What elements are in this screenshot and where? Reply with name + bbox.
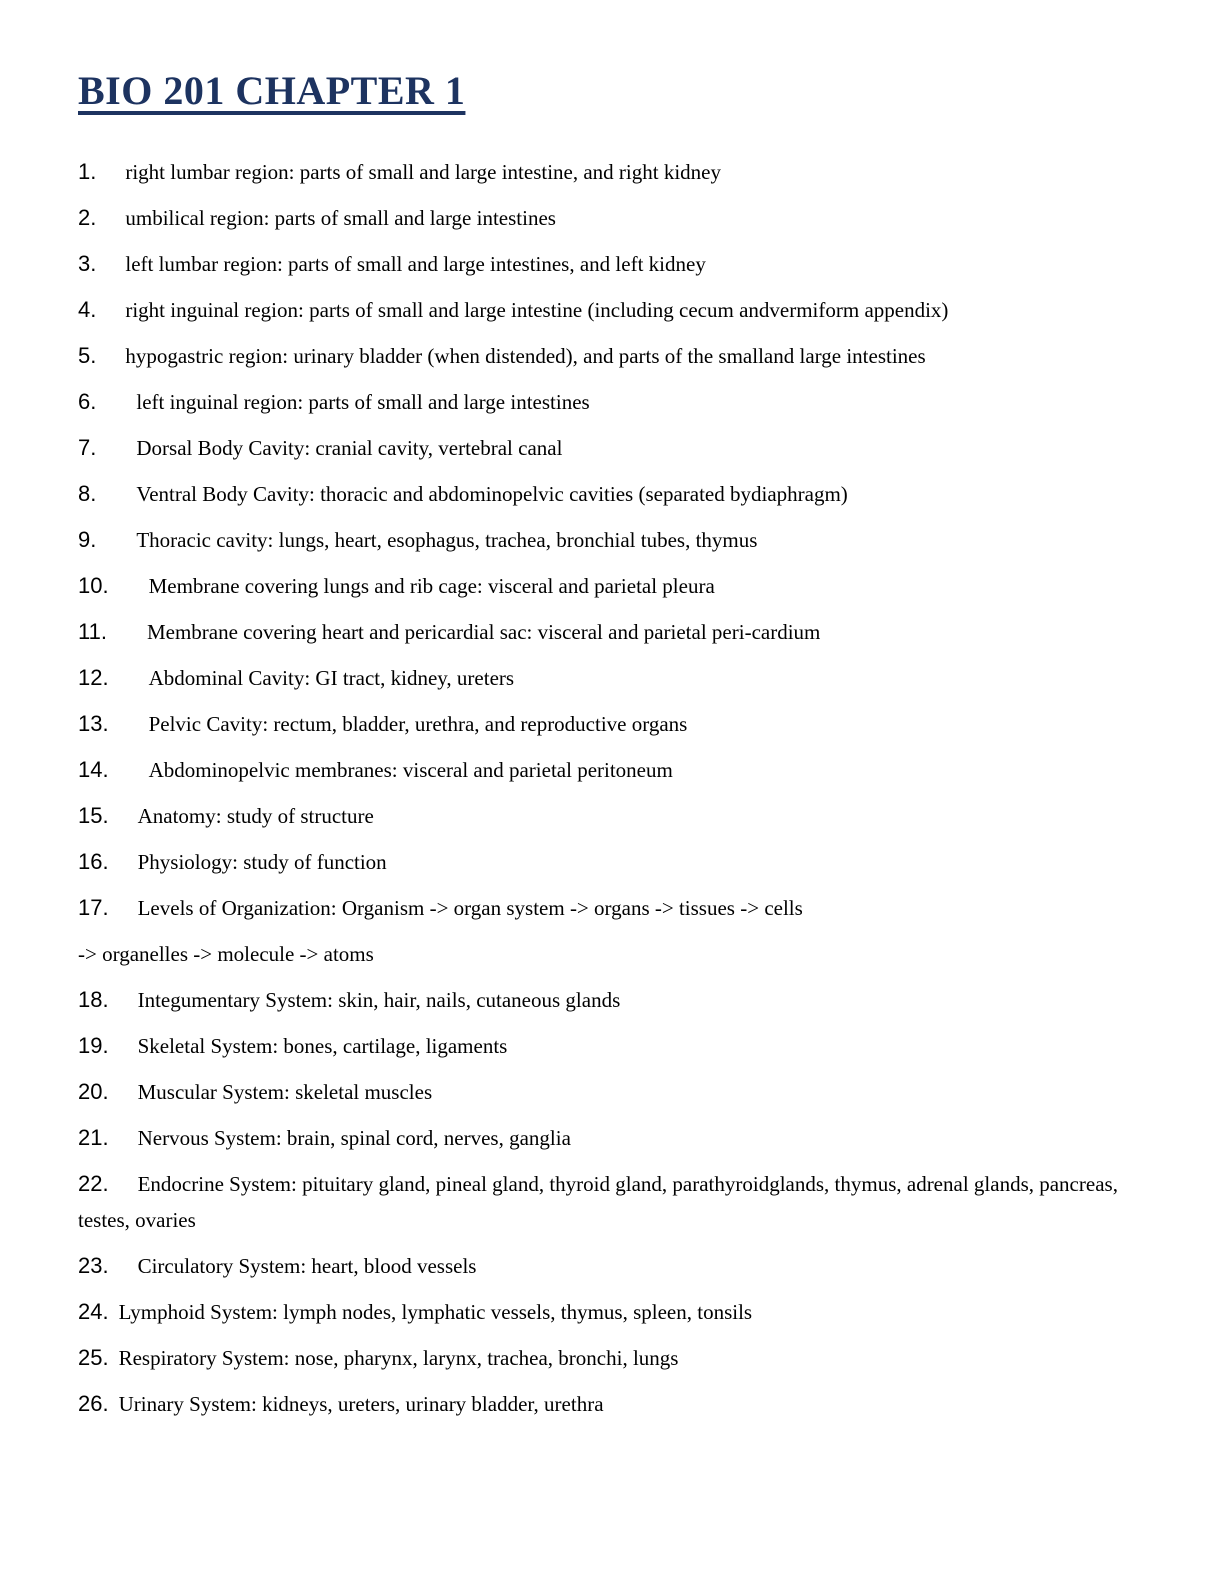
item-text: right lumbar region: parts of small and large intestine, and right kidney (125, 160, 721, 184)
item-number: 22. (78, 1171, 109, 1196)
list-item (78, 200, 1166, 236)
item-text: Urinary System: kidneys, ureters, urinary bladder, urethra (118, 1392, 604, 1416)
list-item (78, 844, 1166, 880)
item-number: 16. (78, 849, 109, 874)
item-text: Muscular System: skeletal muscles (137, 1080, 433, 1104)
list-item (78, 384, 1166, 420)
item-text: Respiratory System: nose, pharynx, larynx, trachea, bronchi, lungs (118, 1346, 679, 1370)
item-text: Levels of Organization: Organism -> organ system -> organs -> tissues -> cells (137, 896, 803, 920)
item-text: right inguinal region: parts of small and large intestine (including cecum andvermiform appendix) (125, 298, 949, 322)
item-number: 17. (78, 895, 109, 920)
item-number: 25. (78, 1345, 109, 1370)
item-number: 9. (78, 527, 97, 552)
item-number: 10. (78, 573, 109, 598)
item-number: 15. (78, 803, 109, 828)
item-number: 7. (78, 435, 97, 460)
list-item (78, 1386, 1166, 1422)
item-text: Thoracic cavity: lungs, heart, esophagus, trachea, bronchial tubes, thymus (136, 528, 758, 552)
item-text: Membrane covering lungs and rib cage: visceral and parietal pleura (148, 574, 715, 598)
item-text: Lymphoid System: lymph nodes, lymphatic vessels, thymus, spleen, tonsils (118, 1300, 753, 1324)
list-item (78, 614, 1166, 650)
list-item (78, 476, 1166, 512)
item-text: -> organelles -> molecule -> atoms (78, 942, 374, 966)
list-item (78, 1074, 1166, 1110)
list-item (78, 154, 1166, 190)
item-text: Circulatory System: heart, blood vessels (137, 1254, 477, 1278)
item-text: Dorsal Body Cavity: cranial cavity, vertebral canal (136, 436, 563, 460)
item-text: Pelvic Cavity: rectum, bladder, urethra, and reproductive organs (148, 712, 688, 736)
item-text: left lumbar region: parts of small and large intestines, and left kidney (125, 252, 706, 276)
page-title: BIO 201 CHAPTER 1 (78, 68, 466, 113)
item-text: hypogastric region: urinary bladder (when distended), and parts of the smalland large intestines (125, 344, 926, 368)
notes-list (78, 154, 1166, 1422)
list-item (78, 752, 1166, 788)
list-item (78, 1294, 1166, 1330)
item-number: 8. (78, 481, 97, 506)
item-text: Nervous System: brain, spinal cord, nerves, ganglia (137, 1126, 571, 1150)
item-text: Endocrine System: pituitary gland, pineal gland, thyroid gland, parathyroidglands, thymus, adrenal glands, pancreas, testes, ovaries (78, 1172, 1118, 1232)
list-item (78, 1166, 1166, 1238)
item-number: 23. (78, 1253, 109, 1278)
list-item (78, 706, 1166, 742)
item-text: umbilical region: parts of small and large intestines (125, 206, 556, 230)
item-text: Abdominal Cavity: GI tract, kidney, ureters (148, 666, 515, 690)
item-text: Physiology: study of function (137, 850, 387, 874)
item-number: 3. (78, 251, 97, 276)
list-item (78, 338, 1166, 374)
item-number: 20. (78, 1079, 109, 1104)
list-item (78, 936, 1166, 972)
list-item (78, 660, 1166, 696)
list-item (78, 1248, 1166, 1284)
item-number: 24. (78, 1299, 109, 1324)
item-text: Abdominopelvic membranes: visceral and parietal peritoneum (148, 758, 673, 782)
title-row (78, 68, 1166, 154)
list-item (78, 1028, 1166, 1064)
list-item (78, 798, 1166, 834)
item-number: 11. (78, 619, 107, 644)
item-number: 5. (78, 343, 97, 368)
item-number: 6. (78, 389, 97, 414)
item-number: 4. (78, 297, 97, 322)
list-item (78, 430, 1166, 466)
item-number: 21. (78, 1125, 109, 1150)
item-number: 2. (78, 205, 97, 230)
list-item (78, 522, 1166, 558)
item-text: Ventral Body Cavity: thoracic and abdominopelvic cavities (separated bydiaphragm) (136, 482, 848, 506)
item-number: 19. (78, 1033, 109, 1058)
list-item (78, 982, 1166, 1018)
item-number: 1. (78, 159, 97, 184)
list-item (78, 568, 1166, 604)
list-item (78, 246, 1166, 282)
item-number: 18. (78, 987, 109, 1012)
list-item (78, 1120, 1166, 1156)
item-number: 12. (78, 665, 109, 690)
item-text: Anatomy: study of structure (137, 804, 374, 828)
item-text: Integumentary System: skin, hair, nails, cutaneous glands (137, 988, 621, 1012)
item-number: 26. (78, 1391, 109, 1416)
item-text: Skeletal System: bones, cartilage, ligaments (137, 1034, 508, 1058)
item-number: 14. (78, 757, 109, 782)
item-text: left inguinal region: parts of small and large intestines (136, 390, 590, 414)
list-item (78, 890, 1166, 926)
list-item (78, 1340, 1166, 1376)
item-number: 13. (78, 711, 109, 736)
item-text: Membrane covering heart and pericardial sac: visceral and parietal peri-cardium (146, 620, 821, 644)
list-item (78, 292, 1166, 328)
